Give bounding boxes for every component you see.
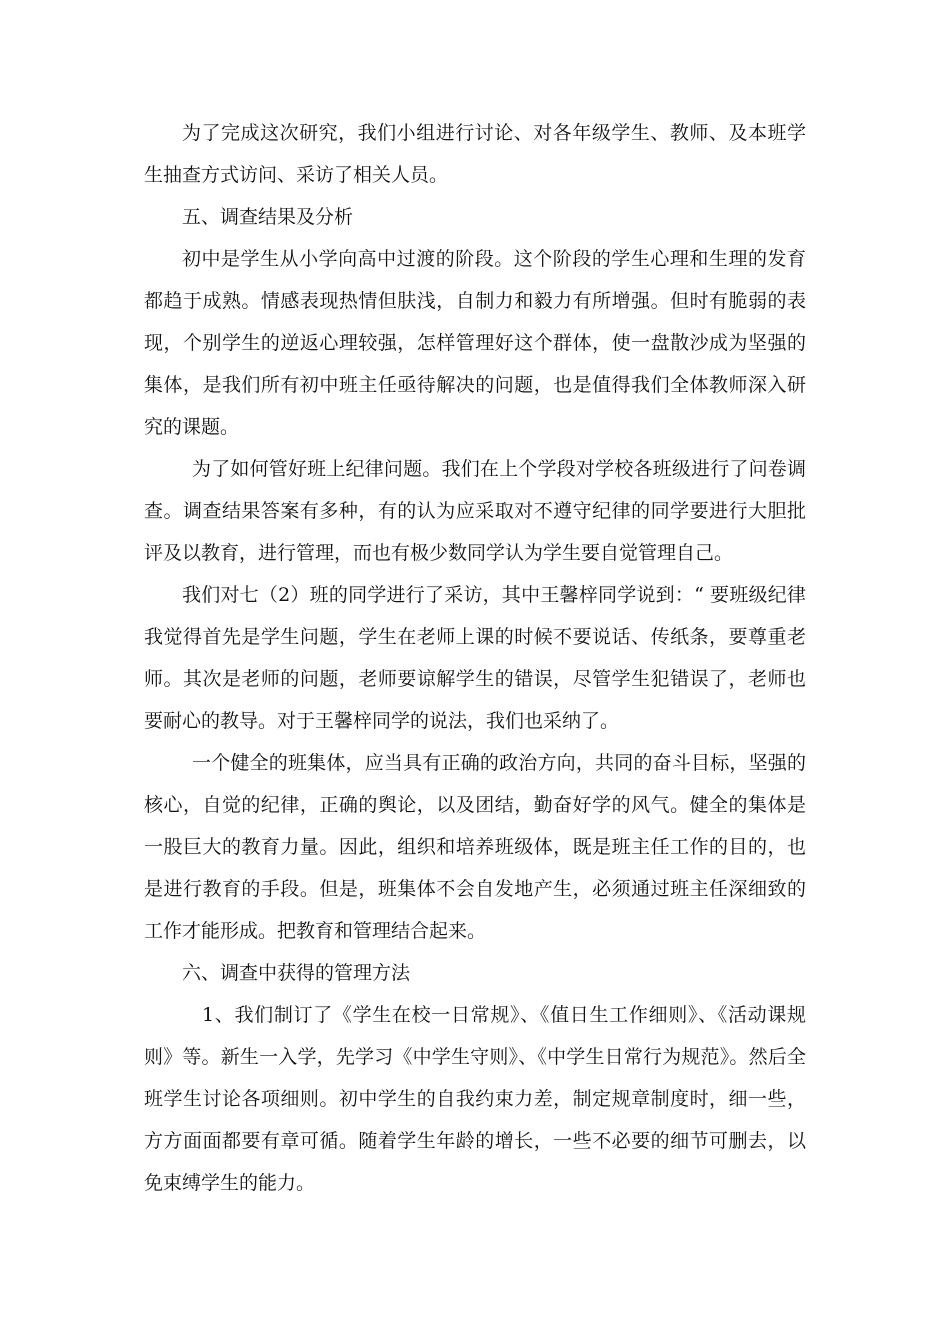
paragraph-class-collective: 一个健全的班集体，应当具有正确的政治方向，共同的奋斗目标，坚强的核心，自觉的纪律，正确的舆论，以及团结，勤奋好学的风气。健全的集体是一股巨大的教育力量。因此，组织和培养班级体，既是班主任工作的目的，也是进行教育的手段。但是，班集体不会自发地产生，必须通过班主任深细致的工作才能形成。把教育和管理结合起来。 (144, 752, 806, 942)
paragraph-junior-stage: 初中是学生从小学向高中过渡的阶段。这个阶段的学生心理和生理的发育都趋于成熟。情感表现热情但肤浅，自制力和毅力有所增强。但时有脆弱的表现，个别学生的逆返心理较强，怎样管理好这个群体，使一盘散沙成为坚强的集体，是我们所有初中班主任亟待解决的问题，也是值得我们全体教师深入研究的课题。 (144, 248, 806, 438)
document-body (144, 112, 806, 1204)
paragraph-rules: 1、我们制订了《学生在校一日常规》、《值日生工作细则》、《活动课规则》等。新生一入学，先学习《中学生守则》、《中学生日常行为规范》。然后全班学生讨论各项细则。初中学生的自我约束力差，制定规章制度时，细一些，方方面面都要有章可循。随着学生年龄的增长，一些不必要的细节可删去，以免束缚学生的能力。 (144, 1004, 806, 1194)
paragraph-survey: 为了如何管好班上纪律问题。我们在上个学段对学校各班级进行了问卷调查。调查结果答案有多种，有的认为应采取对不遵守纪律的同学要进行大胆批评及以教育，进行管理，而也有极少数同学认为学生要自觉管理自己。 (144, 458, 806, 564)
section-heading-methods: 六、调查中获得的管理方法 (182, 962, 411, 984)
paragraph-interview: 我们对七（2）班的同学进行了采访，其中王馨梓同学说到：“ 要班级纪律我觉得首先是学生问题，学生在老师上课的时候不要说话、传纸条，要尊重老师。其次是老师的问题，老师要谅解学生的错误，尽管学生犯错误了，老师也要耐心的教导。对于王馨梓同学的说法，我们也采纳了。 (144, 584, 806, 732)
section-heading-results: 五、调查结果及分析 (182, 206, 354, 228)
paragraph-research-method: 为了完成这次研究，我们小组进行讨论、对各年级学生、教师、及本班学生抽查方式访问、采访了相关人员。 (144, 122, 806, 186)
